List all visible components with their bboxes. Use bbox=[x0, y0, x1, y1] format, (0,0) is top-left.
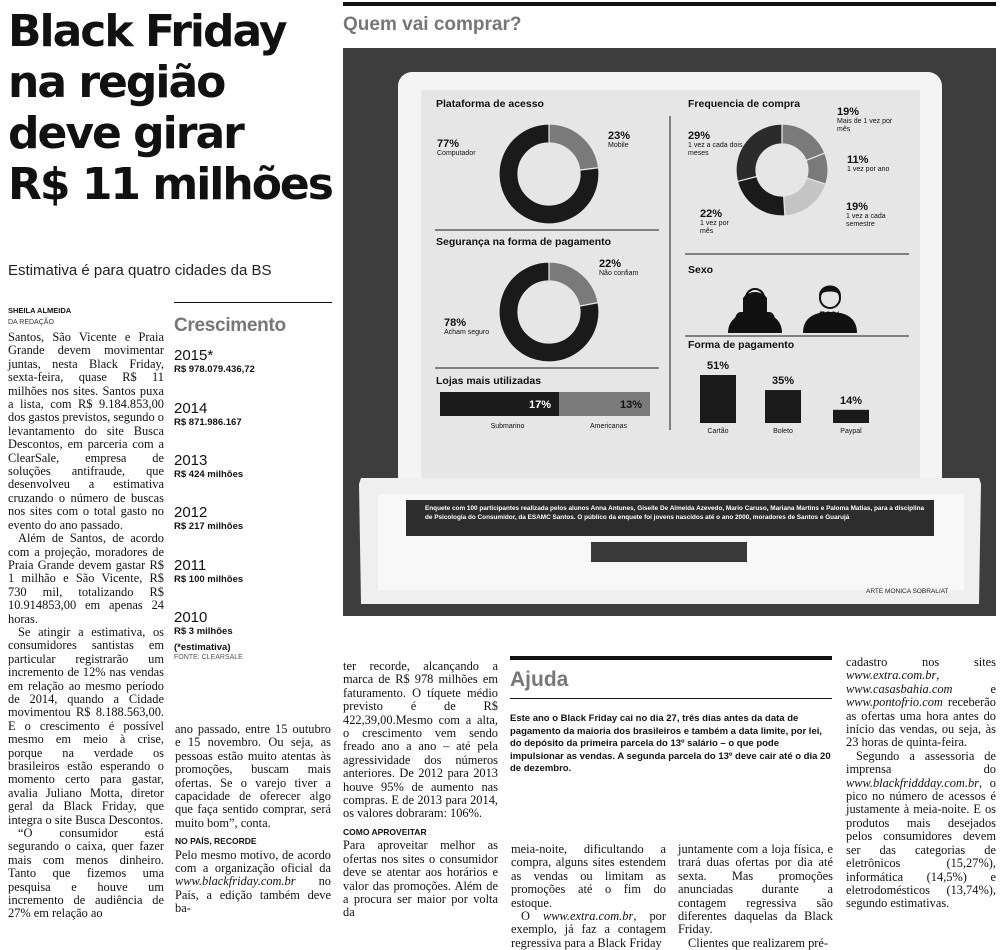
frequency-label: 19% Mais de 1 vez por mês bbox=[837, 106, 893, 133]
growth-row bbox=[174, 400, 334, 452]
store-pct: 13% bbox=[619, 399, 642, 411]
frequency-title: Frequencia de compra bbox=[688, 98, 801, 110]
security-title: Segurança na forma de pagamento bbox=[436, 236, 612, 248]
growth-year: 2014 bbox=[174, 400, 208, 417]
growth-year: 2013 bbox=[174, 452, 208, 469]
payment-label: Cartão bbox=[707, 428, 729, 435]
desk-label: DA REDAÇÃO bbox=[8, 319, 54, 326]
frequency-label: 11% 1 vez por ano bbox=[847, 154, 890, 173]
growth-value: R$ 100 milhões bbox=[174, 574, 244, 585]
infographic-title: Quem vai comprar? bbox=[343, 14, 522, 35]
site-link: www.extra.com.br bbox=[543, 909, 634, 924]
security-label-safe: 78% Acham seguro bbox=[444, 317, 490, 336]
payment-bar bbox=[765, 390, 801, 423]
body-paragraph: juntamente com a loja física, e trará duas ofertas por dia até sexta. Mas promoções anunciadas durante a contagem regressiva são diferentes daquelas da Black Friday. bbox=[678, 842, 833, 937]
sex-label-men: 50% Homens bbox=[816, 310, 844, 329]
infographic-svg bbox=[343, 48, 996, 616]
growth-row bbox=[174, 504, 334, 557]
headline bbox=[8, 6, 338, 210]
author-byline: SHEILA ALMEIDA bbox=[8, 306, 72, 315]
site-link: www.blackfriday.com.br bbox=[175, 874, 296, 889]
growth-year: 2011 bbox=[174, 557, 207, 574]
sex-label-women: 50% Mulheres bbox=[740, 310, 770, 329]
body-column-5 bbox=[678, 842, 833, 950]
body-paragraph: Pelo mesmo motivo, de acordo com a organização oficial da www.blackfriday.com.br no País, a edição também deve ba- bbox=[175, 847, 331, 916]
ajuda-box bbox=[510, 656, 832, 776]
infographic-top-rule bbox=[343, 2, 996, 6]
growth-row bbox=[174, 347, 334, 400]
growth-row bbox=[174, 452, 334, 504]
subtitle: Estimativa é para quatro cidades da BS bbox=[8, 262, 272, 279]
ajuda-rule-thin bbox=[510, 698, 832, 699]
body-paragraph: “O consumidor está segurando o caixa, quer fazer mais com menos dinheiro. Tanto que fizemos uma pesquisa e houve um incremento de audiência de 27% em relação ao bbox=[8, 826, 164, 921]
growth-title: Crescimento bbox=[174, 315, 286, 336]
stores-title: Lojas mais utilizadas bbox=[436, 375, 542, 387]
frequency-label: 29% 1 vez a cada dois meses bbox=[688, 130, 743, 157]
body-paragraph: cadastro nos sites www.extra.com.br, www.casasbahia.com e www.pontofrio.com receberão as ofertas uma hora antes do início das vendas, ou seja, às 23 horas de quinta-feira. bbox=[846, 655, 996, 750]
body-paragraph: Santos, São Vicente e Praia Grande devem movimentar juntas, nesta Black Friday, sexta-feira, quase R$ 11 milhões nos sites. Santos puxa a lista, com R$ 9.184.853,00 dos gastos previstos, segundo o levantamento do site Busca Descontos, em parceria com a ClearSale, empresa de soluções antifraude, que desenvolveu a estimativa cruzando o número de buscas nos sites com o total gasto no evento do ano passado. bbox=[8, 330, 164, 532]
growth-list bbox=[174, 347, 334, 637]
body-paragraph: Além de Santos, de acordo com a projeção, moradores de Praia Grande devem gastar R$ 1 milhão e São Vicente, R$ 730 mil, totalizando R$ 10.914853,00 em apenas 24 horas. bbox=[8, 531, 164, 626]
touchpad bbox=[591, 542, 747, 562]
store-label: Americanas bbox=[590, 423, 627, 430]
growth-year: 2015* bbox=[174, 347, 214, 364]
payment-title: Forma de pagamento bbox=[688, 339, 795, 351]
headline-line: deve girar bbox=[8, 108, 243, 159]
ajuda-rule bbox=[510, 656, 832, 660]
survey-note: Enquete com 100 participantes realizada pelos alunos Anna Antunes, Giselle De Almeida Azevedo, Mario Caruso, Mariana Martins e Paloma Matias, para a disciplina de Psicologia do Consumidor, da ESAMC Santos. O público da enquete foi jovens nascidos até o ano 2000, moradores de Santos e Guarujá bbox=[425, 505, 925, 521]
payment-pct: 35% bbox=[771, 375, 795, 388]
growth-row bbox=[174, 557, 334, 609]
body-column-6 bbox=[846, 656, 996, 915]
frequency-label: 19% 1 vez a cada semestre bbox=[846, 201, 886, 228]
platform-label-computer: 77% Computador bbox=[437, 138, 476, 157]
body-paragraph: Se atingir a estimativa, os consumidores santistas em particular registrarão um incremento de 12% nas vendas em relação ao mesmo período de 2014, quando a Cidade movimentou R$ 8.188.563,00. E o crescimento é possível mesmo em meio à crise, porque na verdade os brasileiros estão esperando o momento certo para gastar, avalia Juliano Motta, diretor geral da Black Friday, que integra o site Busca Descontos. bbox=[8, 624, 164, 827]
payment-label: Boleto bbox=[773, 428, 793, 435]
body-paragraph: Clientes que realizarem pré- bbox=[688, 935, 829, 950]
platform-label-mobile: 23% Mobile bbox=[608, 130, 631, 149]
payment-label: Paypal bbox=[840, 428, 862, 435]
payment-pct: 51% bbox=[706, 360, 730, 372]
payment-bar bbox=[700, 375, 736, 423]
frequency-label: 22% 1 vez por mês bbox=[700, 208, 729, 235]
store-label: Submarino bbox=[490, 423, 525, 430]
body-paragraph: ano passado, entre 15 outubro e 15 novembro. Ou seja, as pessoas estão muito atentas às promoções, buscam mais ofertas. Se o varejo tiver a capacidade de oferecer algo que faça sentido comprar, será muito bom”, conta. bbox=[175, 722, 331, 830]
body-paragraph: O www.extra.com.br, por exemplo, já faz a contagem regressiva para a Black Friday bbox=[511, 909, 666, 950]
ajuda-title: Ajuda bbox=[510, 668, 569, 691]
body-paragraph: meia-noite, dificultando a compra, alguns sites estendem as vendas ou limitam as promoções até o fim do estoque. bbox=[511, 842, 666, 910]
sex-title: Sexo bbox=[688, 264, 714, 276]
growth-value: R$ 217 milhões bbox=[174, 521, 244, 532]
growth-note: (*estimativa) bbox=[174, 642, 231, 653]
payment-pct: 14% bbox=[839, 394, 863, 407]
security-label-distrust: 22% Não confiam bbox=[599, 258, 639, 277]
body-column-1 bbox=[8, 330, 164, 921]
headline-line: R$ 11 milhões bbox=[8, 159, 332, 210]
growth-year: 2012 bbox=[174, 504, 208, 521]
ajuda-text: Este ano o Black Friday cai no dia 27, três dias antes da data de pagamento da maioria dos brasileiros e também a data limite, por lei, do depósito da primeira parcela do 13º salário – o que pode impulsionar as vendas. A segunda parcela do 13º deve cair até o dia 20 de dezembro. bbox=[510, 713, 831, 774]
growth-box bbox=[174, 302, 334, 692]
headline-line: Black Friday bbox=[8, 6, 286, 57]
subheading: NO PAÍS, RECORDE bbox=[175, 836, 257, 847]
art-credit: ARTE MONICA SOBRAL/AT bbox=[866, 588, 949, 595]
body-paragraph: ter recorde, alcançando a marca de R$ 978 milhões em faturamento. O tíquete médio previsto é de R$ 422,39,00.Mesmo com a alta, o crescimento vem sendo freado ano a ano – até pela agressividade dos números anteriores. De 2012 para 2013 houve 95% de aumento nas compras. E de 2013 para 2014, os valores dobraram: 106%. bbox=[343, 659, 498, 821]
growth-value: R$ 3 milhões bbox=[174, 626, 233, 637]
body-column-2 bbox=[175, 723, 331, 915]
growth-value: R$ 424 milhões bbox=[174, 469, 244, 480]
body-paragraph: Segundo a assessoria de imprensa do www.blackfriddday.com.br, o pico no número de acessos é justamente à meia-noite. E os produtos mais desejados pelos consumidores devem ser das categorias de eletrônicos (15,27%), informática (14,5%) e eletrodomésticos (13,74%), segundo estimativas. bbox=[846, 748, 996, 911]
body-column-4 bbox=[511, 842, 666, 950]
platform-title: Plataforma de acesso bbox=[436, 98, 544, 110]
growth-value: R$ 871.986.167 bbox=[174, 417, 242, 428]
subheading: COMO APROVEITAR bbox=[343, 826, 427, 837]
growth-source: FONTE: CLEARSALE bbox=[174, 654, 243, 661]
body-column-3 bbox=[343, 659, 498, 920]
headline-line: na região bbox=[8, 57, 225, 108]
growth-divider bbox=[174, 302, 332, 303]
store-pct: 17% bbox=[528, 399, 551, 411]
growth-year: 2010 bbox=[174, 609, 208, 626]
body-paragraph: Para aproveitar melhor as ofertas nos sites o consumidor deve se atentar aos horários e valor das promoções. Além de a procura ser maior por volta da bbox=[343, 838, 498, 920]
payment-bar bbox=[833, 410, 869, 423]
infographic-panel bbox=[343, 48, 996, 616]
growth-row bbox=[174, 609, 334, 637]
growth-value: R$ 978.079.436,72 bbox=[174, 364, 255, 375]
